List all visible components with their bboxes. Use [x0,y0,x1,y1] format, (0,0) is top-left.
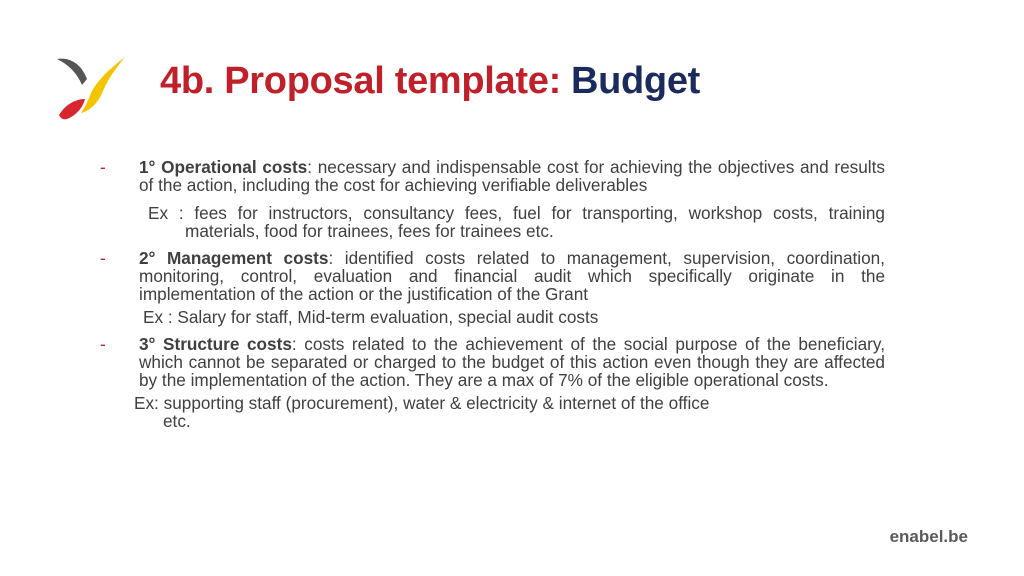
bird-logo-icon [55,55,127,121]
list-item-management [100,249,885,326]
item-example-text: Ex: supporting staff (procurement), water & electricity & internet of the office [134,393,710,413]
item-example: Ex : Salary for staff, Mid-term evaluation, special audit costs [143,307,599,327]
item-paragraph [139,335,885,389]
item-heading: 3° Structure costs [139,334,292,354]
footer-brand-link[interactable]: enabel.be [889,527,968,546]
bullet-dash: - [100,157,106,177]
bullet-dash: - [100,248,106,268]
enabel-logo [55,55,127,121]
item-example [100,394,885,430]
budget-content [100,158,885,430]
page-title [160,60,700,103]
list-item-structure [100,335,885,430]
title-prefix: 4b. Proposal template: [160,60,561,102]
item-text: : identified costs related to management, supervision, coordination, monitoring, control, evaluation and financial audit which specifically originate in the implementation of the action or the justification of the Grant [139,248,886,304]
item-example-continuation: etc. [163,411,191,431]
item-heading: 1° Operational costs [139,157,308,177]
item-paragraph [139,249,885,303]
title-highlight: Budget [570,60,701,102]
item-example: Ex : fees for instructors, consultancy fees, fuel for transporting, workshop costs, training materials, food for trainees, fees for trainees etc. [148,203,885,241]
bullet-dash: - [100,334,106,354]
list-item-operational [100,158,885,240]
item-text: : costs related to the achievement of the social purpose of the beneficiary, which cannot be separated or charged to the budget of this action even though they are affected by the implementation of the action. They are a max of 7% of the eligible operational costs. [139,334,885,390]
item-paragraph [139,158,885,194]
item-text: : necessary and indispensable cost for achieving the objectives and results of the action, including the cost for achieving verifiable deliverables [139,157,885,195]
item-heading: 2° Management costs [139,248,329,268]
